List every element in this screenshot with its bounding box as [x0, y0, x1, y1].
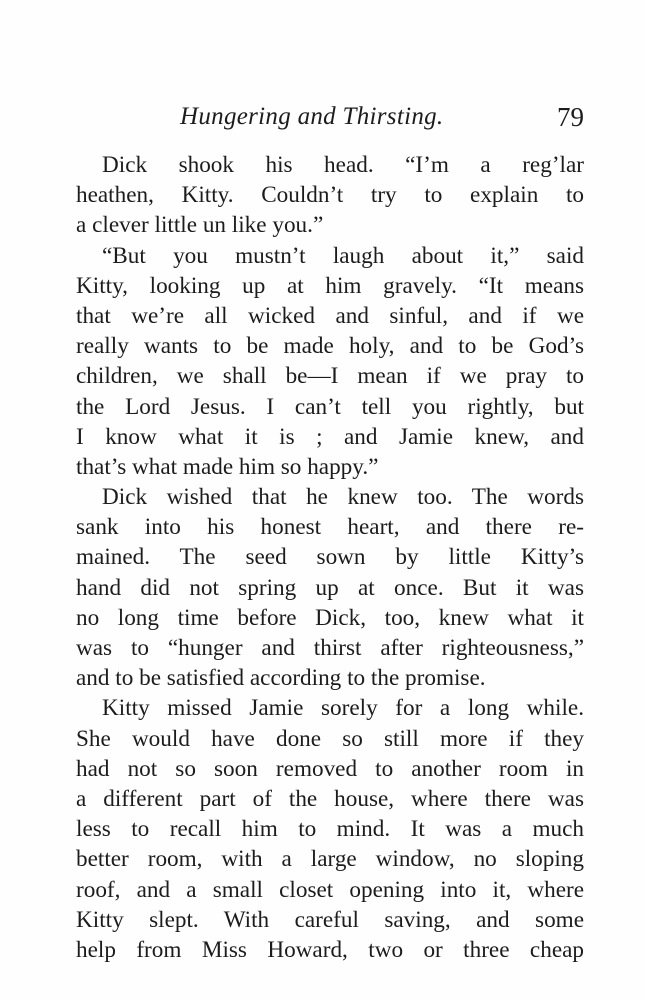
text-line: better room, with a large window, no sloping [76, 846, 584, 873]
text-line: heathen, Kitty. Couldn’t try to explain to [76, 182, 584, 209]
text-line: that we’re all wicked and sinful, and if we [76, 302, 584, 329]
text-line: I know what it is ; and Jamie knew, and [76, 423, 584, 450]
text-line: roof, and a small closet opening into it, where [76, 876, 584, 903]
text-line: She would have done so still more if they [76, 725, 584, 752]
text-line: children, we shall be—I mean if we pray to [76, 363, 584, 390]
text-line: a clever little un like you.” [76, 212, 324, 239]
body-text [76, 150, 584, 965]
text-line: Kitty slept. With careful saving, and some [76, 906, 584, 933]
text-line: really wants to be made holy, and to be God’s [76, 333, 584, 360]
text-line: “But you mustn’t laugh about it,” said [102, 242, 584, 269]
text-line: less to recall him to mind. It was a much [76, 816, 584, 843]
page-number: 79 [557, 102, 584, 132]
text-line: sank into his honest heart, and there re- [76, 514, 584, 541]
text-line: Dick wished that he knew too. The words [102, 484, 584, 511]
text-line: a different part of the house, where there was [76, 785, 584, 812]
text-line: was to “hunger and thirst after righteousness,” [76, 635, 584, 661]
text-line: hand did not spring up at once. But it was [76, 574, 584, 601]
text-line: the Lord Jesus. I can’t tell you rightly, but [76, 393, 584, 420]
text-line: mained. The seed sown by little Kitty’s [76, 544, 584, 571]
text-line: Dick shook his head. “I’m a reg’lar [102, 152, 584, 178]
text-line: and to be satisfied according to the promise. [76, 665, 486, 692]
text-line: no long time before Dick, too, knew what it [76, 604, 584, 631]
text-line: Kitty missed Jamie sorely for a long while. [102, 695, 584, 722]
text-line: Kitty, looking up at him gravely. “It means [76, 272, 584, 299]
running-head [76, 100, 584, 140]
text-line: had not so soon removed to another room in [76, 755, 584, 782]
running-title: Hungering and Thirsting. [180, 103, 444, 130]
text-line: that’s what made him so happy.” [76, 453, 379, 480]
text-line: help from Miss Howard, two or three cheap [76, 936, 584, 963]
